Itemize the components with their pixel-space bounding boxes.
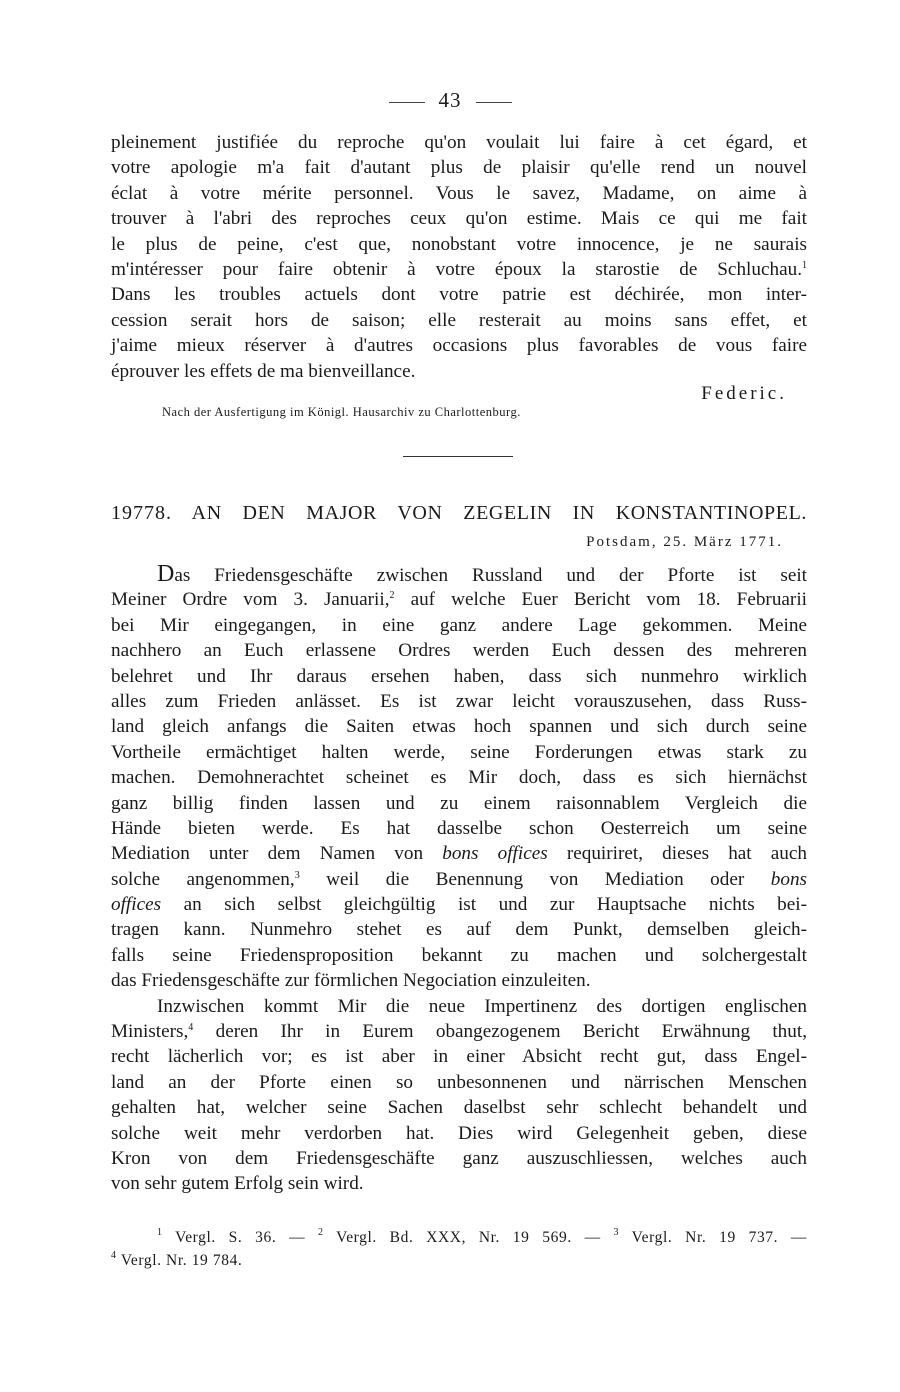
- text-line: land gleich anfangs die Saiten etwas hoch spannen und sich durch seine: [111, 716, 807, 738]
- text-segment: weil die Benennung von Mediation oder: [299, 868, 771, 890]
- place: Potsdam,: [586, 534, 658, 550]
- footnote-ref: 1: [802, 259, 807, 271]
- text-segment: requiriret, dieses hat auch: [547, 843, 807, 865]
- text-line: [111, 867, 807, 892]
- text-segment: m'intéresser pour faire obtenir à votre époux la starostie de Schluchau.: [111, 258, 802, 280]
- page-number: [0, 88, 900, 113]
- text-line: Hände bieten werde. Es hat dasselbe schon Oesterreich um seine: [111, 817, 807, 839]
- footnote-line: [111, 1249, 807, 1272]
- text-line: solche weit mehr verdorben hat. Dies wird Gelegenheit geben, diese: [111, 1122, 807, 1144]
- text-line: tragen kann. Nunmehro stehet es auf dem Punkt, demselben gleich-: [111, 919, 807, 941]
- footnote-text: Vergl. Nr. 19 784.: [120, 1252, 243, 1269]
- text-line: alles zum Frieden anlässet. Es ist zwar leicht vorauszusehen, dass Russ-: [111, 690, 807, 712]
- footnote-mark: 3: [613, 1227, 620, 1238]
- text-line: falls seine Friedensproposition bekannt zu machen und solchergestalt: [111, 944, 807, 966]
- text-line: [111, 587, 807, 612]
- footnote-text: Vergl. Nr. 19 737. —: [631, 1229, 807, 1246]
- text-line: belehret und Ihr daraus ersehen haben, dass sich nunmehro wirklich: [111, 665, 807, 687]
- letter-heading: [111, 502, 807, 525]
- text-segment: Mediation unter dem Namen von: [111, 843, 443, 865]
- footnotes: [111, 1226, 807, 1272]
- italic-text: bons offices: [442, 843, 548, 865]
- footnote-mark: 4: [111, 1250, 117, 1261]
- footnote-ref: 2: [389, 590, 395, 602]
- text-line: ganz billig finden lassen und zu einem raisonnablem Vergleich die: [111, 792, 807, 814]
- text-segment: solche angenommen,: [111, 868, 295, 890]
- text-segment: as Friedensgeschäfte zwischen Russland und der Pforte ist seit: [174, 565, 807, 586]
- text-line: Inzwischen kommt Mir die neue Impertinenz des dortigen englischen: [157, 995, 807, 1017]
- signature: Federic.: [701, 383, 787, 404]
- page-number-rule-right: [476, 102, 512, 103]
- text-line: votre apologie m'a fait d'autant plus de plaisir qu'elle rend un nouvel: [111, 157, 807, 179]
- footnote-ref: 3: [294, 869, 300, 881]
- text-line: land an der Pforte einen so unbesonnenen und närrischen Menschen: [111, 1071, 807, 1093]
- text-line-with-ref: [111, 257, 807, 282]
- footnote-mark: 1: [157, 1227, 163, 1238]
- text-line: [111, 1019, 807, 1044]
- text-line: bei Mir eingegangen, in eine ganz andere Lage gekommen. Meine: [111, 614, 807, 636]
- dateline: [111, 534, 783, 551]
- text-line: éprouver les effets de ma bienveillance.: [111, 360, 416, 382]
- letter-title: AN DEN MAJOR VON ZEGELIN IN KONSTANTINOPEL.: [191, 502, 807, 524]
- text-line: j'aime mieux réserver à d'autres occasions plus favorables de vous faire: [111, 335, 807, 357]
- text-line: gehalten hat, welcher seine Sachen daselbst sehr schlecht behandelt und: [111, 1097, 807, 1119]
- footnote-text: Vergl. Bd. XXX, Nr. 19 569. —: [336, 1229, 601, 1246]
- page-number-text: 43: [438, 88, 462, 112]
- text-line: cession serait hors de saison; elle resterait au moins sans effet, et: [111, 309, 807, 331]
- text-line: [111, 892, 807, 917]
- letter-number: 19778.: [111, 502, 172, 524]
- text-line: Dans les troubles actuels dont votre patrie est déchirée, mon inter-: [111, 284, 807, 306]
- section-divider: [403, 456, 513, 457]
- initial-capital: D: [157, 561, 175, 587]
- text-segment: Meiner Ordre vom 3. Januarii,: [111, 589, 390, 611]
- text-line: Vortheile ermächtiget halten werde, seine Forderungen etwas stark zu: [111, 741, 807, 763]
- italic-text: bons: [770, 868, 807, 890]
- text-line: éclat à votre mérite personnel. Vous le savez, Madame, on aime à: [111, 182, 807, 204]
- page-number-rule-left: [389, 102, 425, 103]
- text-line: machen. Demohnerachtet scheinet es Mir doch, dass es sich hiernächst: [111, 767, 807, 789]
- text-line: das Friedensgeschäfte zur förmlichen Negociation einzuleiten.: [111, 970, 591, 992]
- text-segment: an sich selbst gleichgültig ist und zur Hauptsache nichts bei-: [161, 894, 807, 916]
- letter-2-body: [111, 562, 807, 1197]
- letter-1-body: [111, 130, 807, 384]
- text-segment: deren Ihr in Eurem obangezogenem Bericht Erwähnung thut,: [193, 1021, 807, 1043]
- text-line: pleinement justifiée du reproche qu'on voulait lui faire à cet égard, et: [111, 132, 807, 153]
- footnote-mark: 2: [318, 1227, 324, 1238]
- footnote-text: Vergl. S. 36. —: [175, 1229, 306, 1246]
- text-segment: auf welche Euer Bericht vom 18. Februarii: [394, 589, 807, 611]
- text-line: Kron von dem Friedensgeschäfte ganz auszuschliessen, welches auch: [111, 1147, 807, 1169]
- text-segment: Ministers,: [111, 1021, 189, 1043]
- italic-text: offices: [111, 894, 162, 916]
- text-line: trouver à l'abri des reproches ceux qu'on estime. Mais ce qui me fait: [111, 208, 807, 230]
- text-line: von sehr gutem Erfolg sein wird.: [111, 1173, 364, 1195]
- text-line: [111, 841, 807, 866]
- source-note: Nach der Ausfertigung im Königl. Hausarchiv zu Charlottenburg.: [162, 405, 521, 419]
- text-line: [111, 562, 807, 587]
- date: 25. März 1771.: [663, 534, 783, 550]
- footnote-line: [111, 1226, 807, 1249]
- footnote-ref: 4: [188, 1022, 194, 1034]
- text-line: le plus de peine, c'est que, nonobstant votre innocence, je ne saurais: [111, 233, 807, 255]
- text-line: nachhero an Euch erlassene Ordres werden Euch dessen des mehreren: [111, 640, 807, 662]
- text-line: recht lächerlich vor; es ist aber in einer Absicht recht gut, dass Engel-: [111, 1046, 807, 1068]
